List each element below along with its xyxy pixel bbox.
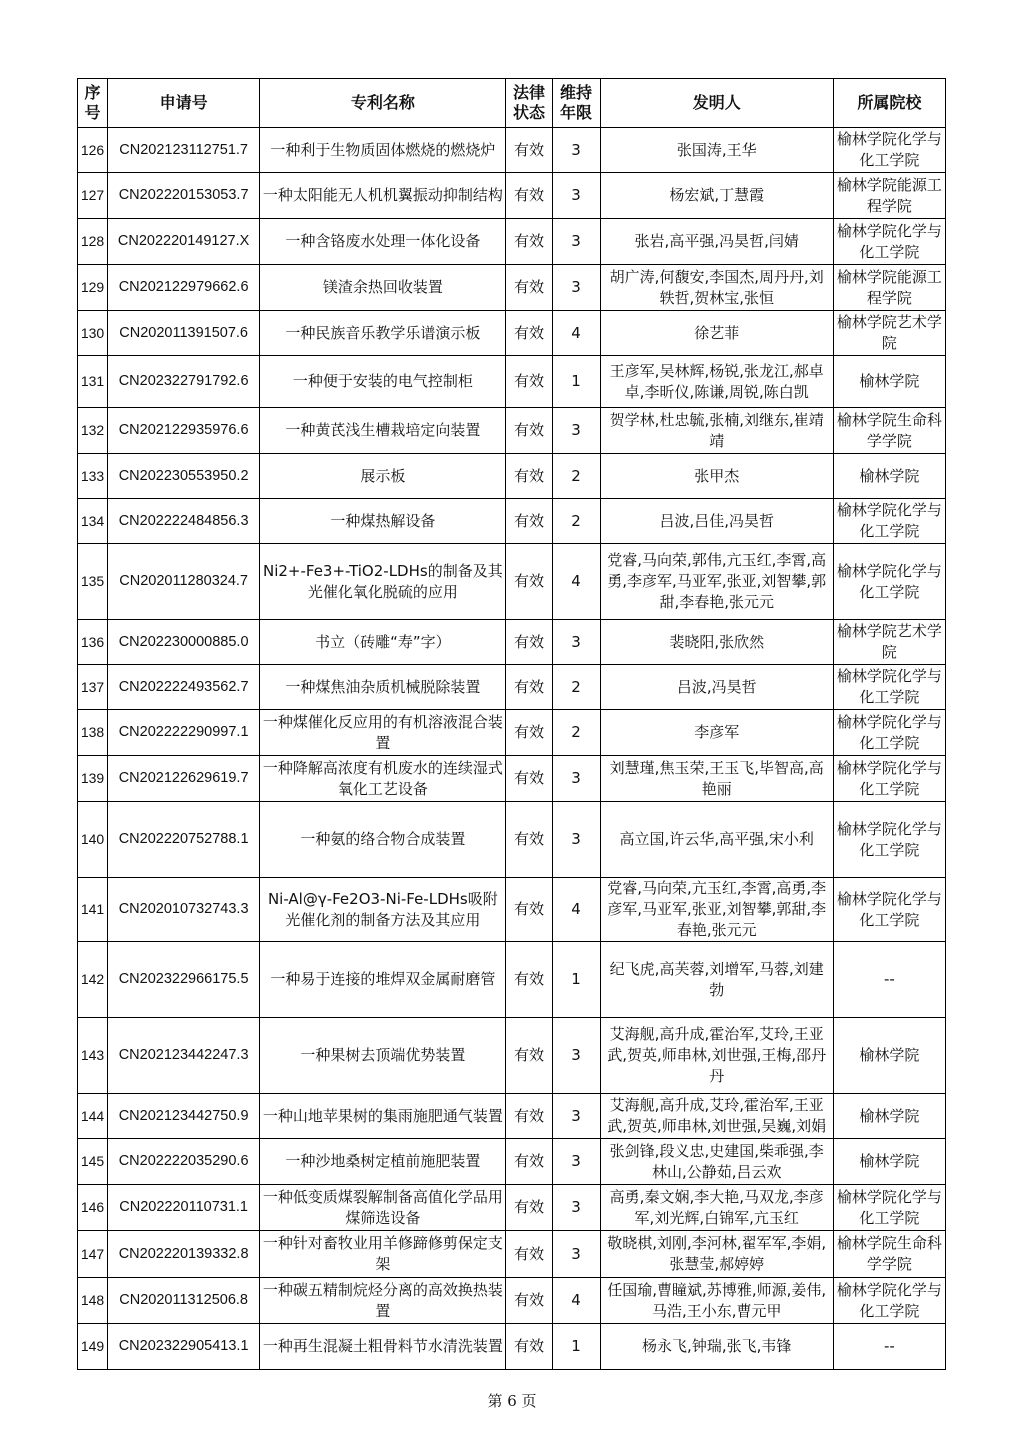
row-legal-status: 有效	[506, 265, 552, 311]
table-row	[78, 173, 946, 219]
row-college: 榆林学院	[833, 1139, 945, 1185]
table-row	[78, 128, 946, 173]
row-seq: 136	[78, 620, 108, 665]
row-application-number: CN202220752788.1	[108, 802, 260, 878]
row-legal-status: 有效	[506, 665, 552, 710]
row-seq: 128	[78, 219, 108, 265]
row-inventors: 张甲杰	[600, 454, 833, 499]
row-inventors: 吕波,冯昊哲	[600, 665, 833, 710]
row-patent-name: 一种利于生物质固体燃烧的燃烧炉	[260, 128, 506, 173]
row-application-number: CN202123442247.3	[108, 1018, 260, 1094]
row-inventors: 胡广涛,何馥安,李国杰,周丹丹,刘轶哲,贺林宝,张恒	[600, 265, 833, 311]
row-maintenance-years: 3	[552, 1139, 600, 1185]
row-legal-status: 有效	[506, 1278, 552, 1324]
row-patent-name: 一种针对畜牧业用羊修蹄修剪保定支架	[260, 1231, 506, 1278]
row-patent-name: 书立（砖雕“寿”字）	[260, 620, 506, 665]
row-maintenance-years: 3	[552, 1094, 600, 1139]
table-row	[78, 620, 946, 665]
row-college: 榆林学院艺术学院	[833, 620, 945, 665]
row-seq: 137	[78, 665, 108, 710]
row-seq: 145	[78, 1139, 108, 1185]
row-college: 榆林学院化学与化工学院	[833, 499, 945, 544]
row-seq: 135	[78, 544, 108, 620]
row-inventors: 张岩,高平强,冯昊哲,闫婧	[600, 219, 833, 265]
row-application-number: CN202011391507.6	[108, 311, 260, 356]
row-application-number: CN202230553950.2	[108, 454, 260, 499]
row-seq: 149	[78, 1324, 108, 1370]
row-college: 榆林学院生命科学学院	[833, 1231, 945, 1278]
table-row	[78, 1139, 946, 1185]
row-college: 榆林学院化学与化工学院	[833, 802, 945, 878]
row-application-number: CN202322791792.6	[108, 356, 260, 408]
header-patent-name: 专利名称	[260, 79, 506, 128]
row-patent-name: 一种再生混凝土粗骨料节水清洗装置	[260, 1324, 506, 1370]
row-college: 榆林学院化学与化工学院	[833, 1185, 945, 1231]
row-inventors: 裴晓阳,张欣然	[600, 620, 833, 665]
table-row	[78, 1094, 946, 1139]
row-seq: 130	[78, 311, 108, 356]
row-legal-status: 有效	[506, 408, 552, 454]
row-patent-name: 一种沙地桑树定植前施肥装置	[260, 1139, 506, 1185]
row-seq: 132	[78, 408, 108, 454]
header-maintenance-years: 维持年限	[552, 79, 600, 128]
row-inventors: 张剑锋,段义忠,史建国,柴乖强,李林山,公静茹,吕云欢	[600, 1139, 833, 1185]
row-patent-name: 一种易于连接的堆焊双金属耐磨管	[260, 942, 506, 1018]
row-maintenance-years: 3	[552, 1018, 600, 1094]
row-legal-status: 有效	[506, 499, 552, 544]
row-patent-name: 一种低变质煤裂解制备高值化学品用煤筛选设备	[260, 1185, 506, 1231]
table-row	[78, 1231, 946, 1278]
row-inventors: 高立国,许云华,高平强,宋小利	[600, 802, 833, 878]
row-maintenance-years: 1	[552, 356, 600, 408]
row-maintenance-years: 3	[552, 219, 600, 265]
row-maintenance-years: 2	[552, 499, 600, 544]
row-legal-status: 有效	[506, 1185, 552, 1231]
row-college: 榆林学院化学与化工学院	[833, 219, 945, 265]
row-inventors: 艾海舰,高升成,艾玲,霍治军,王亚武,贺英,师串林,刘世强,吴巍,刘娟	[600, 1094, 833, 1139]
row-seq: 129	[78, 265, 108, 311]
row-maintenance-years: 1	[552, 1324, 600, 1370]
row-college: 榆林学院化学与化工学院	[833, 1278, 945, 1324]
row-legal-status: 有效	[506, 710, 552, 756]
table-row	[78, 454, 946, 499]
row-college: 榆林学院	[833, 1094, 945, 1139]
row-application-number: CN202011312506.8	[108, 1278, 260, 1324]
row-college: 榆林学院	[833, 356, 945, 408]
row-legal-status: 有效	[506, 1231, 552, 1278]
row-application-number: CN202010732743.3	[108, 878, 260, 942]
row-inventors: 任国瑜,曹瞳斌,苏博雅,师源,姜伟,马浩,王小东,曹元甲	[600, 1278, 833, 1324]
row-seq: 131	[78, 356, 108, 408]
row-legal-status: 有效	[506, 1094, 552, 1139]
row-seq: 144	[78, 1094, 108, 1139]
row-application-number: CN202122629619.7	[108, 756, 260, 802]
row-college: 榆林学院化学与化工学院	[833, 710, 945, 756]
row-legal-status: 有效	[506, 878, 552, 942]
row-patent-name: 一种山地苹果树的集雨施肥通气装置	[260, 1094, 506, 1139]
row-inventors: 张国涛,王华	[600, 128, 833, 173]
row-maintenance-years: 3	[552, 173, 600, 219]
row-maintenance-years: 4	[552, 1278, 600, 1324]
page-number: 第 6 页	[487, 1392, 537, 1410]
row-inventors: 刘慧瑾,焦玉荣,王玉飞,毕智高,高艳丽	[600, 756, 833, 802]
row-inventors: 贺学林,杜忠毓,张楠,刘继东,崔靖靖	[600, 408, 833, 454]
row-maintenance-years: 3	[552, 620, 600, 665]
row-seq: 139	[78, 756, 108, 802]
row-patent-name: 一种碳五精制烷烃分离的高效换热装置	[260, 1278, 506, 1324]
row-seq: 126	[78, 128, 108, 173]
row-maintenance-years: 4	[552, 544, 600, 620]
table-header-row	[78, 79, 946, 128]
row-inventors: 王彦军,吴林辉,杨锐,张龙江,郝卓卓,李昕仪,陈谦,周锐,陈白凯	[600, 356, 833, 408]
row-college: 榆林学院化学与化工学院	[833, 756, 945, 802]
row-legal-status: 有效	[506, 620, 552, 665]
row-college: 榆林学院能源工程学院	[833, 265, 945, 311]
row-patent-name: 展示板	[260, 454, 506, 499]
row-legal-status: 有效	[506, 219, 552, 265]
row-inventors: 杨永飞,钟瑞,张飞,韦锋	[600, 1324, 833, 1370]
row-inventors: 吕波,吕佳,冯昊哲	[600, 499, 833, 544]
table-row	[78, 265, 946, 311]
row-legal-status: 有效	[506, 454, 552, 499]
row-college: 榆林学院化学与化工学院	[833, 665, 945, 710]
row-maintenance-years: 2	[552, 710, 600, 756]
row-legal-status: 有效	[506, 1324, 552, 1370]
row-patent-name: 一种降解高浓度有机废水的连续湿式氧化工艺设备	[260, 756, 506, 802]
row-application-number: CN202220139332.8	[108, 1231, 260, 1278]
row-maintenance-years: 3	[552, 128, 600, 173]
table-row	[78, 878, 946, 942]
table-row	[78, 1324, 946, 1370]
row-legal-status: 有效	[506, 128, 552, 173]
row-inventors: 纪飞虎,高芙蓉,刘增军,马蓉,刘建勃	[600, 942, 833, 1018]
row-legal-status: 有效	[506, 356, 552, 408]
row-seq: 138	[78, 710, 108, 756]
row-application-number: CN202222493562.7	[108, 665, 260, 710]
row-application-number: CN202220149127.X	[108, 219, 260, 265]
row-application-number: CN202220110731.1	[108, 1185, 260, 1231]
row-seq: 134	[78, 499, 108, 544]
row-patent-name: 镁渣余热回收装置	[260, 265, 506, 311]
row-maintenance-years: 1	[552, 942, 600, 1018]
row-application-number: CN202230000885.0	[108, 620, 260, 665]
row-college: 榆林学院化学与化工学院	[833, 878, 945, 942]
row-legal-status: 有效	[506, 1139, 552, 1185]
row-patent-name: 一种便于安装的电气控制柜	[260, 356, 506, 408]
row-inventors: 敬晓棋,刘刚,李河林,翟军军,李娟,张慧莹,郝婷婷	[600, 1231, 833, 1278]
row-maintenance-years: 4	[552, 311, 600, 356]
table-row	[78, 544, 946, 620]
row-legal-status: 有效	[506, 311, 552, 356]
table-row	[78, 1185, 946, 1231]
row-application-number: CN202322966175.5	[108, 942, 260, 1018]
patent-table	[77, 78, 946, 1370]
row-seq: 146	[78, 1185, 108, 1231]
row-patent-name: 一种煤催化反应用的有机溶液混合装置	[260, 710, 506, 756]
row-college: 榆林学院	[833, 454, 945, 499]
row-patent-name: 一种民族音乐教学乐谱演示板	[260, 311, 506, 356]
row-application-number: CN202322905413.1	[108, 1324, 260, 1370]
header-college: 所属院校	[833, 79, 945, 128]
row-maintenance-years: 2	[552, 454, 600, 499]
row-patent-name: 一种果树去顶端优势装置	[260, 1018, 506, 1094]
row-maintenance-years: 2	[552, 665, 600, 710]
row-inventors: 高勇,秦文娴,李大艳,马双龙,李彦军,刘光辉,白锦军,亢玉红	[600, 1185, 833, 1231]
table-row	[78, 408, 946, 454]
row-maintenance-years: 3	[552, 802, 600, 878]
row-legal-status: 有效	[506, 1018, 552, 1094]
row-patent-name: 一种煤热解设备	[260, 499, 506, 544]
header-application-number: 申请号	[108, 79, 260, 128]
row-seq: 143	[78, 1018, 108, 1094]
table-row	[78, 356, 946, 408]
row-college: 榆林学院化学与化工学院	[833, 128, 945, 173]
row-application-number: CN202222484856.3	[108, 499, 260, 544]
table-row	[78, 499, 946, 544]
row-maintenance-years: 3	[552, 1231, 600, 1278]
row-patent-name: 一种氨的络合物合成装置	[260, 802, 506, 878]
row-seq: 148	[78, 1278, 108, 1324]
row-seq: 140	[78, 802, 108, 878]
header-legal-status: 法律状态	[506, 79, 552, 128]
row-seq: 141	[78, 878, 108, 942]
row-inventors: 党睿,马向荣,郭伟,亢玉红,李霄,高勇,李彦军,马亚军,张亚,刘智攀,郭甜,李春艳,张元元	[600, 544, 833, 620]
row-college: 榆林学院化学与化工学院	[833, 544, 945, 620]
row-inventors: 杨宏斌,丁慧霞	[600, 173, 833, 219]
table-row	[78, 665, 946, 710]
row-seq: 133	[78, 454, 108, 499]
header-inventors: 发明人	[600, 79, 833, 128]
row-seq: 127	[78, 173, 108, 219]
row-legal-status: 有效	[506, 544, 552, 620]
row-college: 榆林学院能源工程学院	[833, 173, 945, 219]
row-application-number: CN202123112751.7	[108, 128, 260, 173]
table-row	[78, 311, 946, 356]
row-maintenance-years: 3	[552, 265, 600, 311]
table-row	[78, 219, 946, 265]
row-inventors: 徐艺菲	[600, 311, 833, 356]
row-patent-name: Ni-Al@γ-Fe2O3-Ni-Fe-LDHs吸附光催化剂的制备方法及其应用	[260, 878, 506, 942]
row-application-number: CN202123442750.9	[108, 1094, 260, 1139]
row-patent-name: 一种黄芪浅生槽栽培定向装置	[260, 408, 506, 454]
row-legal-status: 有效	[506, 942, 552, 1018]
row-inventors: 李彦军	[600, 710, 833, 756]
row-maintenance-years: 3	[552, 756, 600, 802]
table-row	[78, 942, 946, 1018]
row-college: --	[833, 1324, 945, 1370]
row-inventors: 党睿,马向荣,亢玉红,李霄,高勇,李彦军,马亚军,张亚,刘智攀,郭甜,李春艳,张元元	[600, 878, 833, 942]
table-row	[78, 1018, 946, 1094]
row-college: 榆林学院	[833, 1018, 945, 1094]
row-legal-status: 有效	[506, 802, 552, 878]
table-row	[78, 710, 946, 756]
row-legal-status: 有效	[506, 173, 552, 219]
row-college: 榆林学院生命科学学院	[833, 408, 945, 454]
row-maintenance-years: 3	[552, 408, 600, 454]
row-college: --	[833, 942, 945, 1018]
row-patent-name: 一种太阳能无人机机翼振动抑制结构	[260, 173, 506, 219]
table-row	[78, 1278, 946, 1324]
row-application-number: CN202122979662.6	[108, 265, 260, 311]
header-seq: 序号	[78, 79, 108, 128]
row-patent-name: 一种煤焦油杂质机械脱除装置	[260, 665, 506, 710]
row-application-number: CN202122935976.6	[108, 408, 260, 454]
table-row	[78, 756, 946, 802]
row-seq: 142	[78, 942, 108, 1018]
row-application-number: CN202220153053.7	[108, 173, 260, 219]
table-row	[78, 802, 946, 878]
row-seq: 147	[78, 1231, 108, 1278]
row-college: 榆林学院艺术学院	[833, 311, 945, 356]
row-legal-status: 有效	[506, 756, 552, 802]
row-application-number: CN202222035290.6	[108, 1139, 260, 1185]
row-maintenance-years: 4	[552, 878, 600, 942]
row-patent-name: Ni2+-Fe3+-TiO2-LDHs的制备及其光催化氧化脱硫的应用	[260, 544, 506, 620]
row-maintenance-years: 3	[552, 1185, 600, 1231]
row-application-number: CN202011280324.7	[108, 544, 260, 620]
row-inventors: 艾海舰,高升成,霍治军,艾玲,王亚武,贺英,师串林,刘世强,王梅,邵丹丹	[600, 1018, 833, 1094]
row-application-number: CN202222290997.1	[108, 710, 260, 756]
row-patent-name: 一种含铬废水处理一体化设备	[260, 219, 506, 265]
